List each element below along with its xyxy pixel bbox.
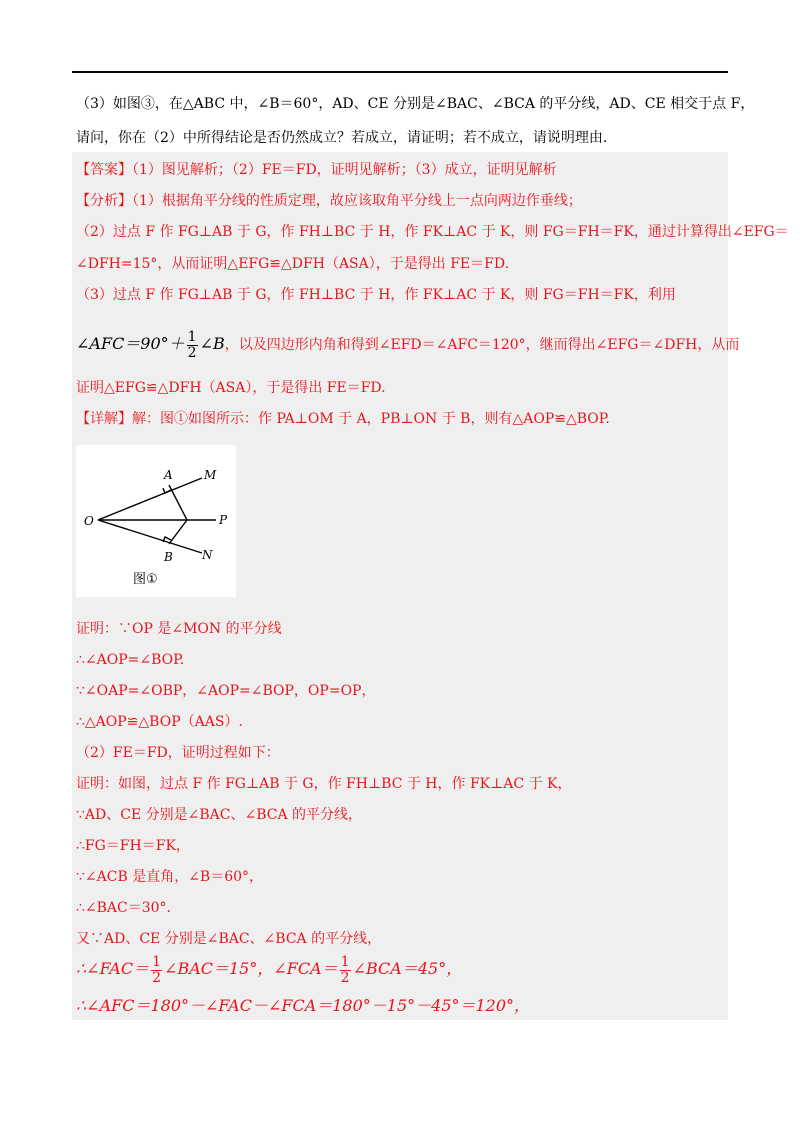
label-n: N bbox=[202, 548, 213, 562]
analysis-label: 【分析】 bbox=[76, 193, 132, 209]
ray-om bbox=[98, 478, 202, 520]
figure-caption: 图① bbox=[133, 572, 158, 587]
half-fraction-1 bbox=[151, 955, 162, 986]
segment-pb bbox=[169, 520, 187, 544]
figure-1 bbox=[76, 445, 236, 597]
fraction-2-numerator: 1 bbox=[340, 953, 350, 970]
fraction-numerator: 1 bbox=[187, 328, 197, 345]
proof2-line-7: 又∵AD、CE 分别是∠BAC、∠BCA 的平分线， bbox=[76, 931, 382, 947]
afc-formula: ∠AFC＝90°＋ bbox=[76, 334, 185, 353]
proof2-line-4: ∴FG＝FH＝FK， bbox=[76, 838, 190, 854]
answer-line bbox=[76, 160, 557, 180]
proof1-line-4: ∴△AOP≌△BOP（AAS）. bbox=[76, 714, 243, 730]
fca-formula: ∠BAC＝15°，∠FCA＝ bbox=[164, 959, 338, 978]
fraction-denominator: 2 bbox=[187, 344, 197, 361]
label-o: O bbox=[84, 514, 94, 528]
analysis-text-1: （1）根据角平分线的性质定理，故应该取角平分线上一点向两边作垂线； bbox=[132, 193, 582, 209]
detail-label: 【详解】 bbox=[76, 411, 132, 427]
fraction-1-denominator: 2 bbox=[152, 969, 162, 986]
half-fraction-2 bbox=[340, 955, 351, 986]
analysis-line-2: （2）过点 F 作 FG⊥AB 于 G，作 FH⊥BC 于 H，作 FK⊥AC 于 K，则 FG＝FH＝FK，通过计算得出∠EFG＝ bbox=[76, 224, 789, 240]
angle-b: ∠B bbox=[199, 334, 225, 353]
proof2-line-6: ∴∠BAC＝30°. bbox=[76, 900, 172, 916]
proof2-line-2: 证明：如图，过点 F 作 FG⊥AB 于 G，作 FH⊥BC 于 H，作 FK⊥AC 于 K， bbox=[76, 776, 572, 792]
question-line-2: 请问，你在（2）中所得结论是否仍然成立？若成立，请证明；若不成立，请说明理由. bbox=[76, 130, 608, 146]
label-m: M bbox=[204, 468, 217, 482]
proof1-line-1: 证明：∵OP 是∠MON 的平分线 bbox=[76, 621, 282, 637]
angle-bisector-diagram bbox=[76, 445, 236, 597]
ray-on bbox=[98, 520, 202, 553]
half-fraction bbox=[187, 330, 198, 361]
label-p: P bbox=[219, 513, 228, 527]
proof1-line-3: ∵∠OAP=∠OBP，∠AOP=∠BOP，OP=OP， bbox=[76, 683, 376, 699]
segment-pa bbox=[169, 485, 187, 520]
answer-text: （1）图见解析；（2）FE＝FD，证明见解析；（3）成立，证明见解析 bbox=[132, 162, 557, 178]
analysis-text-5: ，以及四边形内角和得到∠EFD＝∠AFC＝120°，继而得出∠EFG＝∠DFH，从而 bbox=[224, 337, 740, 353]
top-rule bbox=[72, 71, 728, 73]
analysis-line-6: 证明△EFG≌△DFH（ASA），于是得出 FE＝FD. bbox=[76, 380, 386, 396]
bca-formula: ∠BCA＝45°， bbox=[352, 959, 463, 978]
analysis-line-3: ∠DFH=15°，从而证明△EFG≌△DFH（ASA），于是得出 FE＝FD. bbox=[76, 256, 510, 272]
analysis-line-1 bbox=[76, 191, 582, 211]
analysis-line-4: （3）过点 F 作 FG⊥AB 于 G，作 FH⊥BC 于 H，作 FK⊥AC 于 K，则 FG＝FH＝FK，利用 bbox=[76, 287, 676, 303]
answer-label: 【答案】 bbox=[76, 162, 132, 178]
label-a: A bbox=[164, 468, 173, 482]
proof2-line-8 bbox=[76, 952, 462, 987]
proof2-line-9: ∴∠AFC＝180°－∠FAC－∠FCA＝180°－15°－45°＝120°， bbox=[76, 996, 531, 1015]
fraction-2-denominator: 2 bbox=[340, 969, 350, 986]
label-b: B bbox=[164, 550, 173, 564]
detail-text: 解：图①如图所示：作 PA⊥OM 于 A，PB⊥ON 于 B，则有△AOP≌△BOP. bbox=[132, 411, 610, 427]
proof2-line-5: ∵∠ACB 是直角，∠B＝60°， bbox=[76, 869, 264, 885]
proof2-line-1: （2）FE＝FD，证明过程如下： bbox=[76, 745, 280, 761]
right-angle-a bbox=[163, 488, 171, 493]
proof2-line-3: ∵AD、CE 分别是∠BAC、∠BCA 的平分线， bbox=[76, 807, 363, 823]
fac-formula: ∴∠FAC＝ bbox=[76, 959, 150, 978]
question-line-1: （3）如图③，在△ABC 中，∠B＝60°，AD、CE 分别是∠BAC、∠BCA 的平分线，AD、CE 相交于点 F， bbox=[76, 96, 755, 112]
fraction-1-numerator: 1 bbox=[152, 953, 162, 970]
analysis-line-5 bbox=[76, 327, 739, 362]
detail-line bbox=[76, 409, 610, 429]
proof1-line-2: ∴∠AOP=∠BOP. bbox=[76, 652, 185, 668]
